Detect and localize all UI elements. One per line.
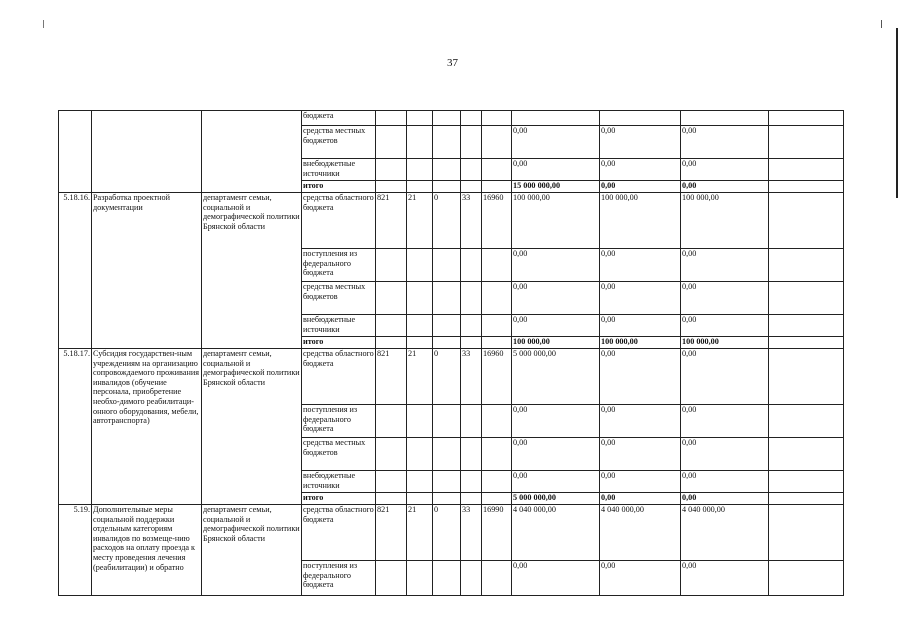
code-cell <box>482 438 512 471</box>
code-cell <box>376 438 407 471</box>
code-cell <box>407 493 433 505</box>
table-row <box>59 111 844 126</box>
executor-name: департамент семьи, социальной и демографической политики Брянской области <box>202 193 302 349</box>
code-cell <box>433 159 461 181</box>
amount-cell: 0,00 <box>681 315 769 337</box>
funding-source-cell: итого <box>302 493 376 505</box>
code-cell <box>433 438 461 471</box>
amount-cell: 0,00 <box>600 493 681 505</box>
measure-name: Дополнительные меры социальной поддержки отдельным категориям инвалидов по возмеще-нию расходов на оплату проезда к месту проведения лечения (реабилитации) и обратно <box>92 505 202 596</box>
code-cell <box>461 561 482 596</box>
amount-cell: 0,00 <box>681 159 769 181</box>
funding-source-cell: поступления из федерального бюджета <box>302 561 376 596</box>
code-cell <box>461 181 482 193</box>
code-cell <box>407 405 433 438</box>
code-cell <box>407 111 433 126</box>
amount-cell <box>681 111 769 126</box>
code-cell <box>407 126 433 159</box>
code-cell <box>433 126 461 159</box>
code-cell <box>461 249 482 282</box>
code-cell <box>407 561 433 596</box>
empty-cell <box>769 471 844 493</box>
code-cell <box>433 111 461 126</box>
funding-source-cell: средства областного бюджета <box>302 349 376 405</box>
code-cell <box>376 493 407 505</box>
executor-cell <box>202 111 302 193</box>
measure-name: Субсидия государствен-ным учреждениям на организацию сопровождаемого проживания инвалидов (обучение персонала, приобретение необхо-димого реабилитаци-онного оборудования, мебели, автотранспорта) <box>92 349 202 505</box>
code-cell <box>433 249 461 282</box>
code-cell: 33 <box>461 505 482 561</box>
empty-cell <box>769 405 844 438</box>
budget-table <box>58 110 844 596</box>
code-cell <box>461 405 482 438</box>
code-cell: 33 <box>461 349 482 405</box>
amount-cell: 0,00 <box>512 126 600 159</box>
code-cell <box>482 471 512 493</box>
code-cell <box>376 126 407 159</box>
code-cell <box>461 493 482 505</box>
page-number: 37 <box>447 57 458 69</box>
amount-cell: 0,00 <box>681 349 769 405</box>
table-row <box>59 193 844 249</box>
code-cell <box>433 471 461 493</box>
funding-source-cell: средства областного бюджета <box>302 505 376 561</box>
funding-source-cell: итого <box>302 181 376 193</box>
amount-cell: 0,00 <box>681 282 769 315</box>
amount-cell: 0,00 <box>600 181 681 193</box>
empty-cell <box>769 249 844 282</box>
amount-cell: 15 000 000,00 <box>512 181 600 193</box>
funding-source-cell: средства местных бюджетов <box>302 126 376 159</box>
amount-cell: 4 040 000,00 <box>681 505 769 561</box>
code-cell <box>482 181 512 193</box>
amount-cell: 0,00 <box>600 438 681 471</box>
code-cell <box>407 315 433 337</box>
code-cell: 16960 <box>482 193 512 249</box>
amount-cell: 0,00 <box>512 405 600 438</box>
measure-number: 5.18.17. <box>59 349 92 505</box>
code-cell <box>482 282 512 315</box>
amount-cell: 5 000 000,00 <box>512 349 600 405</box>
code-cell <box>376 282 407 315</box>
amount-cell: 0,00 <box>512 282 600 315</box>
code-cell <box>482 315 512 337</box>
amount-cell: 0,00 <box>600 349 681 405</box>
code-cell <box>433 561 461 596</box>
empty-cell <box>769 438 844 471</box>
funding-source-cell: средства местных бюджетов <box>302 438 376 471</box>
code-cell <box>376 561 407 596</box>
scan-mark <box>43 20 44 28</box>
empty-cell <box>769 181 844 193</box>
code-cell <box>482 405 512 438</box>
code-cell: 21 <box>407 349 433 405</box>
amount-cell: 0,00 <box>512 561 600 596</box>
code-cell <box>482 561 512 596</box>
code-cell: 0 <box>433 349 461 405</box>
code-cell: 821 <box>376 349 407 405</box>
amount-cell: 100 000,00 <box>512 337 600 349</box>
scan-mark <box>881 20 882 28</box>
amount-cell: 0,00 <box>512 159 600 181</box>
code-cell <box>407 438 433 471</box>
code-cell <box>461 282 482 315</box>
empty-cell <box>769 126 844 159</box>
code-cell <box>433 282 461 315</box>
amount-cell <box>600 111 681 126</box>
code-cell <box>407 471 433 493</box>
code-cell <box>482 337 512 349</box>
empty-cell <box>769 159 844 181</box>
code-cell <box>407 181 433 193</box>
code-cell <box>376 405 407 438</box>
scan-edge-line <box>896 28 898 198</box>
code-cell <box>376 315 407 337</box>
empty-cell <box>769 315 844 337</box>
code-cell <box>376 181 407 193</box>
amount-cell: 0,00 <box>600 405 681 438</box>
funding-source-cell: бюджета <box>302 111 376 126</box>
empty-cell <box>769 493 844 505</box>
amount-cell: 0,00 <box>600 561 681 596</box>
funding-source-cell: внебюджетные источники <box>302 471 376 493</box>
code-cell <box>482 111 512 126</box>
measure-number: 5.18.16. <box>59 193 92 349</box>
code-cell <box>461 438 482 471</box>
table-row <box>59 505 844 561</box>
amount-cell: 100 000,00 <box>681 337 769 349</box>
funding-source-cell: внебюджетные источники <box>302 315 376 337</box>
amount-cell: 0,00 <box>512 249 600 282</box>
amount-cell: 5 000 000,00 <box>512 493 600 505</box>
empty-cell <box>769 349 844 405</box>
measure-name-cell <box>92 111 202 193</box>
amount-cell: 100 000,00 <box>512 193 600 249</box>
code-cell: 21 <box>407 505 433 561</box>
amount-cell: 0,00 <box>681 126 769 159</box>
measure-number: 5.19. <box>59 505 92 596</box>
code-cell <box>433 315 461 337</box>
amount-cell: 0,00 <box>681 561 769 596</box>
amount-cell: 100 000,00 <box>681 193 769 249</box>
code-cell <box>461 315 482 337</box>
empty-cell <box>769 111 844 126</box>
executor-name: департамент семьи, социальной и демографической политики Брянской области <box>202 349 302 505</box>
funding-source-cell: средства областного бюджета <box>302 193 376 249</box>
amount-cell: 0,00 <box>512 438 600 471</box>
code-cell <box>376 159 407 181</box>
amount-cell <box>512 111 600 126</box>
code-cell <box>482 126 512 159</box>
code-cell: 0 <box>433 505 461 561</box>
amount-cell: 4 040 000,00 <box>512 505 600 561</box>
amount-cell: 0,00 <box>681 471 769 493</box>
amount-cell: 0,00 <box>600 315 681 337</box>
code-cell: 821 <box>376 505 407 561</box>
code-cell: 821 <box>376 193 407 249</box>
amount-cell: 0,00 <box>512 315 600 337</box>
amount-cell: 0,00 <box>681 438 769 471</box>
executor-name: департамент семьи, социальной и демографической политики Брянской области <box>202 505 302 596</box>
amount-cell: 0,00 <box>600 471 681 493</box>
code-cell <box>482 159 512 181</box>
amount-cell: 100 000,00 <box>600 337 681 349</box>
code-cell: 33 <box>461 193 482 249</box>
empty-cell <box>769 505 844 561</box>
amount-cell: 0,00 <box>600 282 681 315</box>
code-cell <box>461 159 482 181</box>
code-cell <box>376 471 407 493</box>
code-cell <box>407 337 433 349</box>
code-cell <box>482 249 512 282</box>
funding-source-cell: итого <box>302 337 376 349</box>
empty-cell <box>769 561 844 596</box>
empty-cell <box>769 337 844 349</box>
amount-cell: 0,00 <box>681 405 769 438</box>
code-cell <box>407 159 433 181</box>
code-cell <box>433 405 461 438</box>
code-cell <box>433 337 461 349</box>
measure-name: Разработка проектной документации <box>92 193 202 349</box>
num-cell <box>59 111 92 193</box>
code-cell <box>376 337 407 349</box>
amount-cell: 0,00 <box>512 471 600 493</box>
funding-source-cell: поступления из федерального бюджета <box>302 405 376 438</box>
code-cell <box>376 249 407 282</box>
code-cell: 21 <box>407 193 433 249</box>
empty-cell <box>769 282 844 315</box>
code-cell <box>376 111 407 126</box>
funding-source-cell: средства местных бюджетов <box>302 282 376 315</box>
amount-cell: 0,00 <box>681 249 769 282</box>
code-cell <box>407 249 433 282</box>
amount-cell: 0,00 <box>600 249 681 282</box>
amount-cell: 0,00 <box>600 126 681 159</box>
code-cell <box>407 282 433 315</box>
code-cell <box>461 337 482 349</box>
code-cell <box>461 111 482 126</box>
funding-source-cell: поступления из федерального бюджета <box>302 249 376 282</box>
amount-cell: 0,00 <box>600 159 681 181</box>
code-cell: 16960 <box>482 349 512 405</box>
code-cell: 16990 <box>482 505 512 561</box>
code-cell <box>482 493 512 505</box>
code-cell <box>461 126 482 159</box>
amount-cell: 100 000,00 <box>600 193 681 249</box>
code-cell <box>461 471 482 493</box>
amount-cell: 4 040 000,00 <box>600 505 681 561</box>
table-row <box>59 349 844 405</box>
empty-cell <box>769 193 844 249</box>
amount-cell: 0,00 <box>681 493 769 505</box>
funding-source-cell: внебюджетные источники <box>302 159 376 181</box>
amount-cell: 0,00 <box>681 181 769 193</box>
code-cell <box>433 181 461 193</box>
code-cell: 0 <box>433 193 461 249</box>
code-cell <box>433 493 461 505</box>
